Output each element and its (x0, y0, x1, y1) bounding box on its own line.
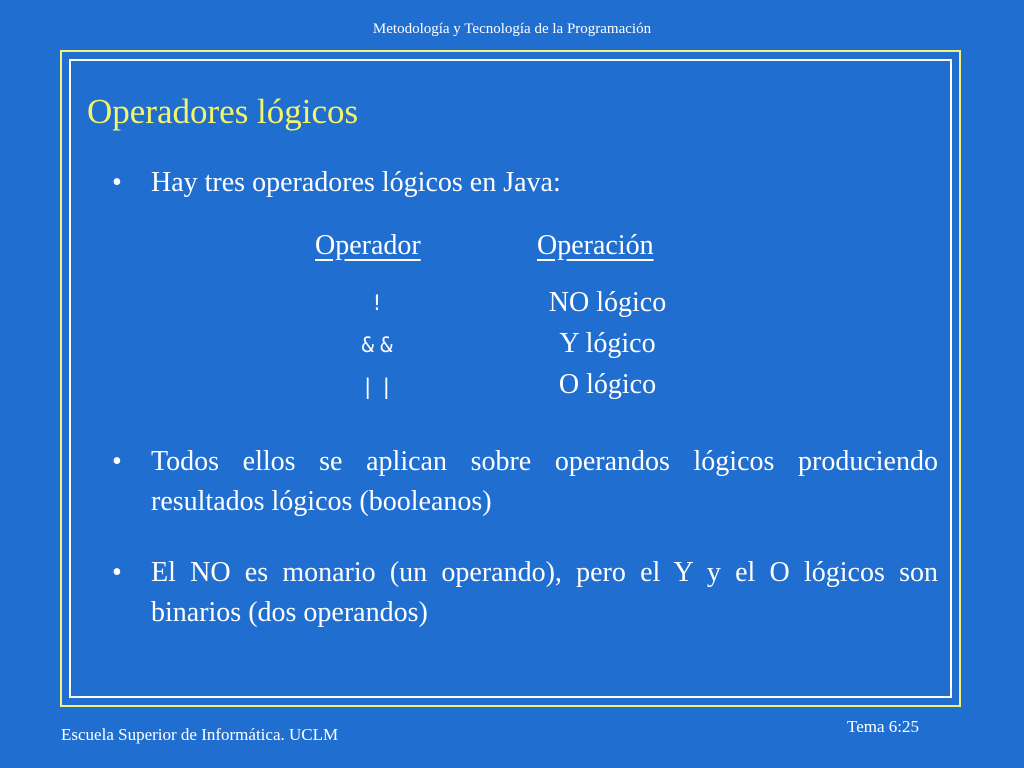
operator-symbol-or: || (361, 375, 399, 399)
operator-symbol-and: && (361, 333, 399, 357)
bullet-item (112, 442, 938, 522)
bullet-item (112, 163, 938, 203)
operation-names-column (520, 282, 695, 405)
operator-column-header: Operador (315, 230, 421, 261)
operation-name-and: Y lógico (559, 328, 656, 359)
operators-table (300, 230, 720, 410)
presentation-header-title: Metodología y Tecnología de la Programación (372, 21, 652, 37)
operator-symbol-not: ! (370, 291, 390, 315)
operation-column-header: Operación (537, 230, 654, 261)
operation-name-or: O lógico (558, 369, 657, 400)
bullet-dot-icon: • (112, 167, 122, 198)
operation-name-not: NO lógico (548, 287, 667, 318)
bullet-dot-icon: • (112, 446, 122, 477)
bullet-dot-icon: • (112, 557, 122, 588)
footer-school-name: Escuela Superior de Informática. UCLM (61, 725, 339, 744)
bullet-text: El NO es monario (un operando), pero el Y y el O lógicos son binarios (dos operandos) (151, 557, 938, 628)
footer-page-number: Tema 6:25 (847, 717, 919, 736)
operator-symbols-column (340, 282, 420, 408)
bullet-item (112, 553, 938, 633)
slide-title: Operadores lógicos (87, 92, 359, 131)
bullet-text: Hay tres operadores lógicos en Java: (151, 167, 561, 198)
bullet-text: Todos ellos se aplican sobre operandos lógicos produciendo resultados lógicos (booleanos) (151, 446, 938, 517)
